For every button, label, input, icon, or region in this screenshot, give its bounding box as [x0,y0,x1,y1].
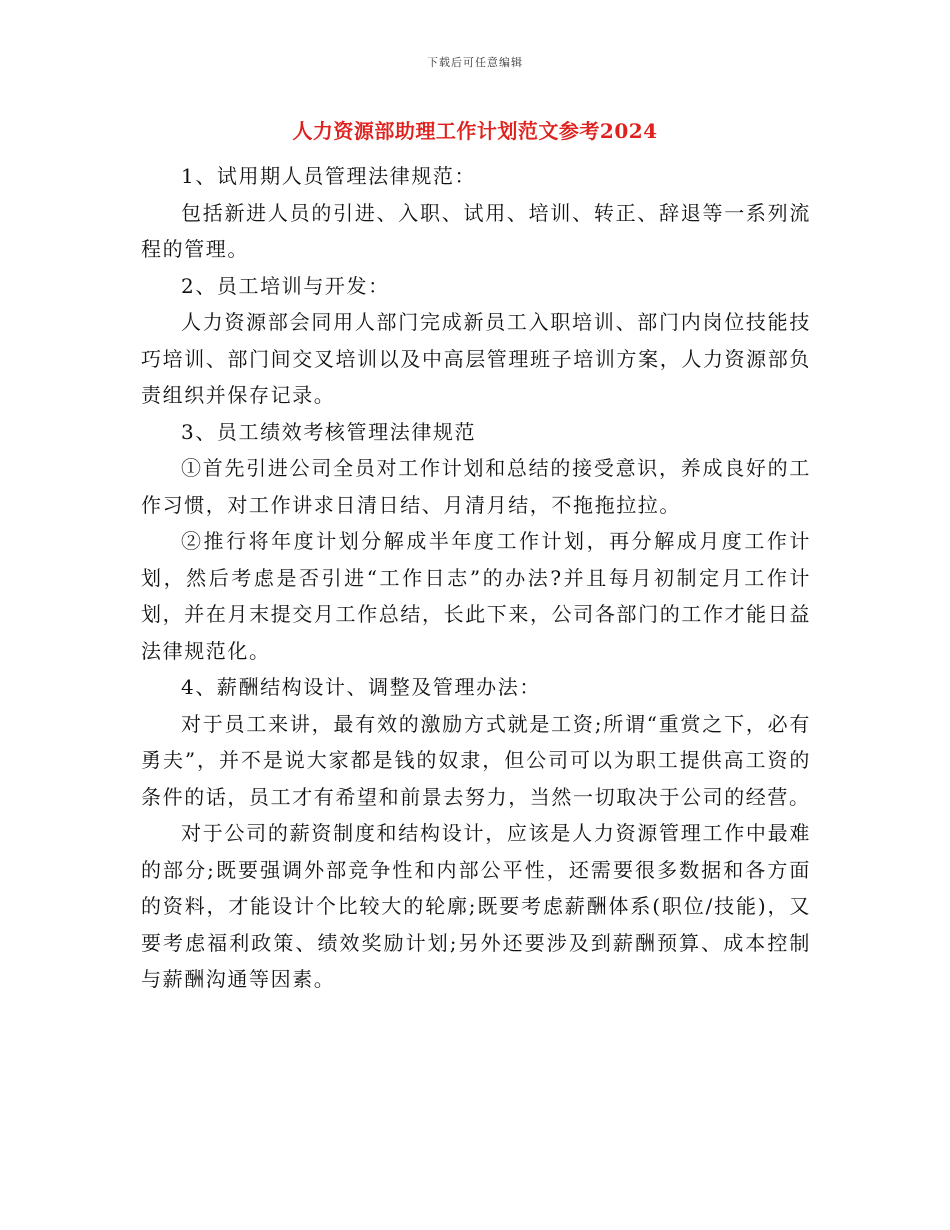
paragraph-performance-1: ①首先引进公司全员对工作计划和总结的接受意识，养成良好的工作习惯，对工作讲求日清日结、月清月结，不拖拖拉拉。 [141,456,811,517]
section-heading-compensation: 4、薪酬结构设计、调整及管理办法： [181,675,541,699]
paragraph-training: 人力资源部会同用人部门完成新员工入职培训、部门内岗位技能技巧培训、部门间交叉培训以及中高层管理班子培训方案，人力资源部负责组织并保存记录。 [141,310,811,407]
document-body [141,158,811,998]
header-note: 下载后可任意编辑 [427,56,523,69]
section-heading-performance: 3、员工绩效考核管理法律规范 [181,419,477,444]
document-title: 人力资源部助理工作计划范文参考2024 [292,119,658,143]
paragraph-compensation-2: 对于公司的薪资制度和结构设计，应该是人力资源管理工作中最难的部分;既要强调外部竞争性和内部公平性，还需要很多数据和各方面的资料，才能设计个比较大的轮廓;既要考虑薪酬体系(职位/技能)，又要考虑福利政策、绩效奖励计划;另外还要涉及到薪酬预算、成本控制与薪酬沟通等因素。 [141,821,811,991]
paragraph-probation: 包括新进人员的引进、入职、试用、培训、转正、辞退等一系列流程的管理。 [141,200,811,261]
section-heading-training: 2、员工培训与开发： [181,273,390,298]
paragraph-performance-2: ②推行将年度计划分解成半年度工作计划，再分解成月度工作计划，然后考虑是否引进“工作日志”的办法?并且每月初制定月工作计划，并在月末提交月工作总结，长此下来，公司各部门的工作才能日益法律规范化。 [141,529,811,663]
paragraph-compensation-1: 对于员工来讲，最有效的激励方式就是工资;所谓“重赏之下，必有勇夫”，并不是说大家都是钱的奴隶，但公司可以为职工提供高工资的条件的话，员工才有希望和前景去努力，当然一切取决于公司的经营。 [141,711,811,809]
section-heading-probation: 1、试用期人员管理法律规范： [181,164,477,188]
